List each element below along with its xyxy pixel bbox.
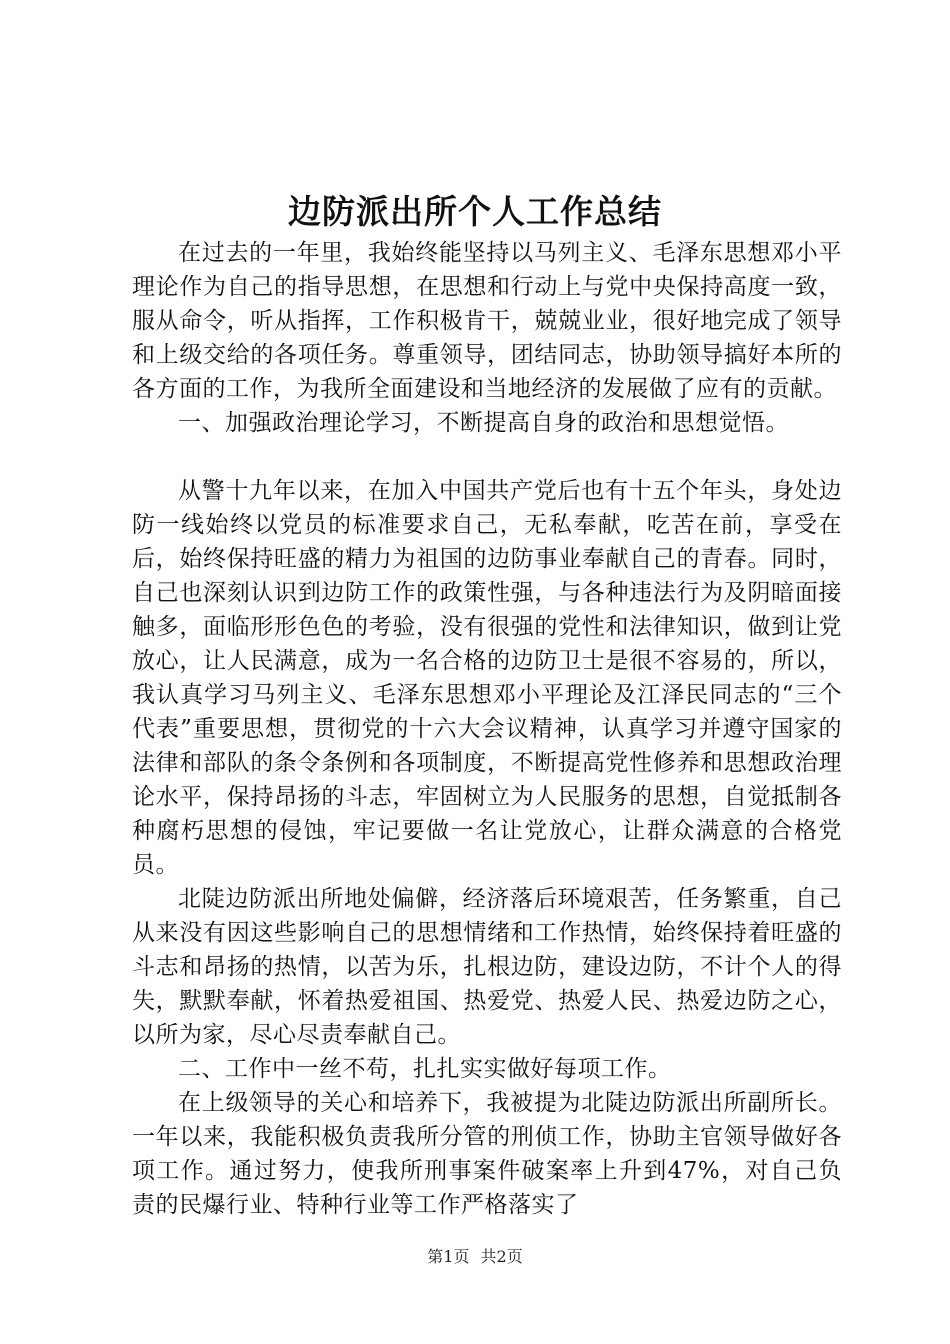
blank-line <box>132 440 842 474</box>
page-number: 第1页 <box>427 1247 470 1266</box>
document-body <box>132 236 842 1222</box>
page-footer <box>0 1244 950 1267</box>
document-title: 边防派出所个人工作总结 <box>288 192 662 231</box>
paragraph-station-conditions: 北陡边防派出所地处偏僻，经济落后环境艰苦，任务繁重，自己从来没有因这些影响自己的思想情绪和工作热情，始终保持着旺盛的斗志和昂扬的热情，以苦为乐，扎根边防，建设边防，不计个人的得失，默默奉献，怀着热爱祖国、热爱党、热爱人民、热爱边防之心，以所为家，尽心尽责奉献自己。 <box>132 886 842 1048</box>
section-heading-1: 一、加强政治理论学习，不断提高自身的政治和思想觉悟。 <box>178 410 789 436</box>
paragraph-intro: 在过去的一年里，我始终能坚持以马列主义、毛泽东思想邓小平理论作为自己的指导思想，在思想和行动上与党中央保持高度一致，服从命令，听从指挥，工作积极肯干，兢兢业业，很好地完成了领导和上级交给的各项任务。尊重领导，团结同志，协助领导搞好本所的各方面的工作，为我所全面建设和当地经济的发展做了应有的贡献。 <box>132 240 842 402</box>
section-heading-2: 二、工作中一丝不苟，扎扎实实做好每项工作。 <box>178 1056 672 1082</box>
paragraph-work-duties: 在上级领导的关心和培养下，我被提为北陡边防派出所副所长。一年以来，我能积极负责我所分管的刑侦工作，协助主官领导做好各项工作。通过努力，使我所刑事案件破案率上升到47%，对自己负责的民爆行业、特种行业等工作严格落实了 <box>132 1090 842 1218</box>
page-total: 共2页 <box>480 1247 523 1266</box>
paragraph-service-history: 从警十九年以来，在加入中国共产党后也有十五个年头，身处边防一线始终以党员的标准要求自己，无私奉献，吃苦在前，享受在后，始终保持旺盛的精力为祖国的边防事业奉献自己的青春。同时，自己也深刻认识到边防工作的政策性强，与各种违法行为及阴暗面接触多，面临形形色色的考验，没有很强的党性和法律知识，做到让党放心，让人民满意，成为一名合格的边防卫士是很不容易的，所以，我认真学习马列主义、毛泽东思想邓小平理论及江泽民同志的“三个代表”重要思想，贯彻党的十六大会议精神，认真学习并遵守国家的法律和部队的条令条例和各项制度，不断提高党性修养和思想政治理论水平，保持昂扬的斗志，牢固树立为人民服务的思想，自觉抵制各种腐朽思想的侵蚀，牢记要做一名让党放心，让群众满意的合格党员。 <box>132 478 842 878</box>
